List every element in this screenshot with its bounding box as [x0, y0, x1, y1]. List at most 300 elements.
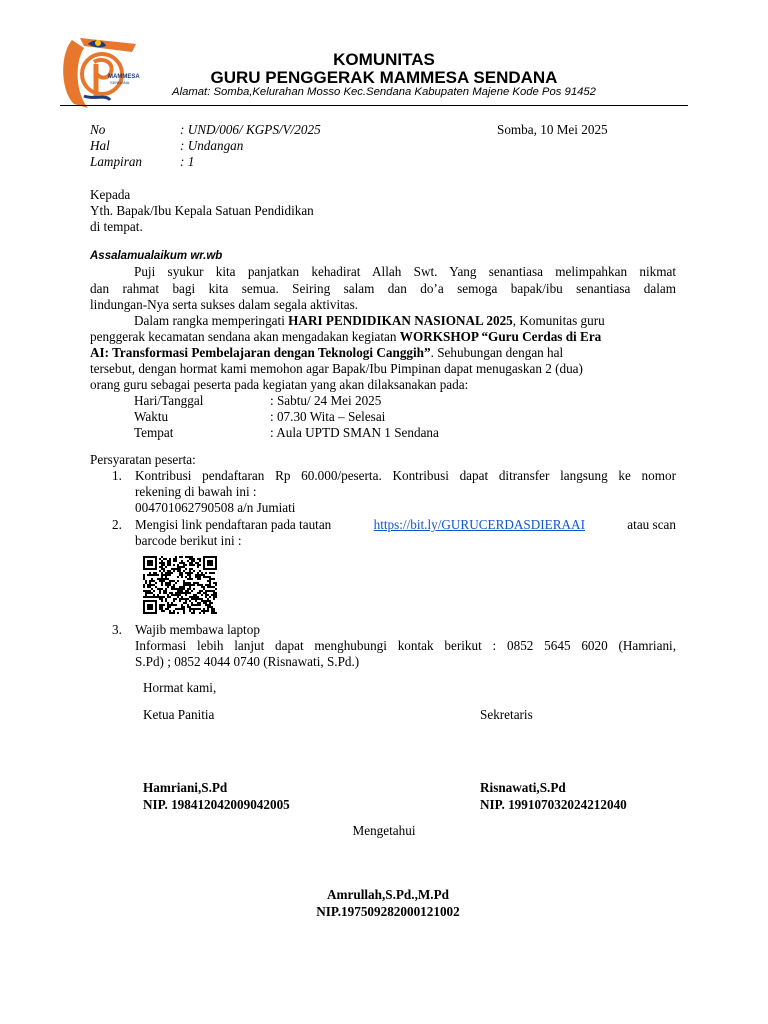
qr-module: [205, 600, 207, 602]
regards: Hormat kami,: [143, 680, 217, 695]
qr-module: [167, 582, 169, 584]
qr-module: [213, 594, 215, 596]
qr-module: [207, 604, 209, 606]
qr-module: [175, 588, 177, 590]
qr-module: [173, 564, 175, 566]
qr-module: [169, 572, 171, 574]
qr-module: [161, 596, 163, 598]
qr-module: [153, 590, 155, 592]
logo-subtext: SENDANA: [110, 80, 130, 85]
qr-module: [201, 574, 203, 576]
qr-module: [211, 602, 213, 604]
qr-finder-core: [147, 604, 153, 610]
p2-line1-c: , Komunitas guru: [512, 313, 605, 328]
qr-module: [175, 608, 177, 610]
req1-line2: rekening di bawah ini :: [135, 484, 257, 499]
qr-module: [207, 580, 209, 582]
qr-module: [177, 568, 179, 570]
qr-module: [173, 568, 175, 570]
qr-module: [183, 610, 185, 612]
qr-module: [187, 590, 189, 592]
qr-module: [185, 594, 187, 596]
qr-module: [215, 588, 217, 590]
qr-module: [159, 570, 161, 572]
qr-module: [183, 592, 185, 594]
qr-module: [151, 588, 153, 590]
qr-module: [175, 556, 177, 558]
qr-module: [165, 588, 167, 590]
qr-module: [179, 568, 181, 570]
req2-line1-b: atau scan: [627, 517, 676, 532]
qr-module: [209, 584, 211, 586]
qr-module: [181, 596, 183, 598]
qr-module: [181, 560, 183, 562]
qr-module: [187, 560, 189, 562]
qr-module: [215, 612, 217, 614]
qr-module: [185, 568, 187, 570]
qr-module: [193, 608, 195, 610]
qr-module: [195, 608, 197, 610]
qr-module: [203, 576, 205, 578]
qr-module: [161, 574, 163, 576]
qr-module: [161, 598, 163, 600]
qr-module: [157, 594, 159, 596]
lampiran-label: Lampiran: [90, 154, 143, 169]
p2-line5: orang guru sebagai peserta pada kegiatan yang akan dilaksanakan pada:: [90, 377, 469, 392]
qr-module: [215, 582, 217, 584]
qr-module: [175, 598, 177, 600]
qr-module: [147, 590, 149, 592]
qr-module: [167, 562, 169, 564]
qr-module: [155, 586, 157, 588]
qr-module: [199, 598, 201, 600]
qr-module: [157, 596, 159, 598]
qr-module: [181, 588, 183, 590]
qr-module: [195, 576, 197, 578]
qr-module: [167, 602, 169, 604]
hal-value: : Undangan: [180, 138, 244, 153]
qr-module: [199, 558, 201, 560]
qr-module: [203, 600, 205, 602]
qr-module: [201, 600, 203, 602]
qr-module: [149, 580, 151, 582]
qr-module: [205, 594, 207, 596]
qr-module: [191, 608, 193, 610]
qr-module: [155, 574, 157, 576]
qr-module: [191, 604, 193, 606]
qr-module: [205, 602, 207, 604]
qr-module: [165, 608, 167, 610]
qr-module: [165, 566, 167, 568]
qr-module: [191, 598, 193, 600]
p1-line3: lindungan-Nya serta sukses dalam segala aktivitas.: [90, 297, 359, 312]
qr-module: [145, 596, 147, 598]
qr-module: [167, 578, 169, 580]
qr-module: [213, 608, 215, 610]
qr-module: [197, 574, 199, 576]
event-value-place: : Aula UPTD SMAN 1 Sendana: [270, 425, 439, 440]
qr-module: [207, 584, 209, 586]
qr-module: [151, 596, 153, 598]
qr-module: [173, 558, 175, 560]
qr-module: [165, 598, 167, 600]
qr-module: [185, 602, 187, 604]
qr-module: [211, 606, 213, 608]
qr-module: [209, 578, 211, 580]
qr-module: [181, 606, 183, 608]
qr-module: [195, 600, 197, 602]
qr-module: [183, 580, 185, 582]
qr-module: [151, 578, 153, 580]
qr-module: [189, 572, 191, 574]
qr-module: [189, 600, 191, 602]
qr-module: [181, 604, 183, 606]
qr-module: [187, 572, 189, 574]
chair-name: Hamriani,S.Pd: [143, 780, 228, 795]
qr-module: [183, 588, 185, 590]
qr-module: [211, 610, 213, 612]
qr-module: [209, 602, 211, 604]
qr-module: [211, 608, 213, 610]
qr-module: [199, 604, 201, 606]
qr-module: [181, 576, 183, 578]
qr-module: [155, 582, 157, 584]
qr-module: [179, 608, 181, 610]
qr-module: [145, 582, 147, 584]
qr-module: [209, 572, 211, 574]
qr-module: [161, 564, 163, 566]
principal-nip: NIP.197509282000121002: [316, 904, 460, 919]
qr-module: [193, 564, 195, 566]
qr-module: [165, 572, 167, 574]
qr-module: [165, 590, 167, 592]
qr-module: [215, 592, 217, 594]
qr-module: [159, 606, 161, 608]
qr-module: [159, 596, 161, 598]
qr-module: [169, 582, 171, 584]
qr-module: [153, 594, 155, 596]
qr-module: [159, 592, 161, 594]
qr-module: [183, 570, 185, 572]
qr-module: [163, 562, 165, 564]
qr-module: [179, 592, 181, 594]
qr-module: [187, 578, 189, 580]
qr-module: [193, 594, 195, 596]
qr-code-image[interactable]: [143, 556, 217, 614]
qr-module: [191, 596, 193, 598]
qr-module: [193, 604, 195, 606]
qr-module: [161, 562, 163, 564]
community-logo: [58, 34, 140, 114]
qr-module: [167, 608, 169, 610]
qr-module: [161, 560, 163, 562]
qr-module: [161, 600, 163, 602]
qr-module: [161, 584, 163, 586]
qr-module: [149, 586, 151, 588]
qr-module: [159, 558, 161, 560]
qr-module: [161, 568, 163, 570]
qr-module: [187, 556, 189, 558]
qr-module: [201, 610, 203, 612]
qr-module: [199, 584, 201, 586]
qr-module: [183, 608, 185, 610]
qr-module: [191, 572, 193, 574]
qr-module: [183, 562, 185, 564]
qr-module: [189, 556, 191, 558]
org-address: Alamat: Somba,Kelurahan Mosso Kec.Sendana Kabupaten Majene Kode Pos 91452: [172, 86, 596, 98]
qr-module: [195, 582, 197, 584]
qr-module: [203, 588, 205, 590]
qr-module: [193, 588, 195, 590]
qr-module: [159, 578, 161, 580]
qr-module: [189, 578, 191, 580]
qr-module: [145, 590, 147, 592]
qr-module: [205, 590, 207, 592]
chair-nip: NIP. 198412042009042005: [143, 797, 290, 812]
qr-module: [179, 572, 181, 574]
qr-module: [177, 566, 179, 568]
qr-module: [177, 590, 179, 592]
qr-module: [195, 596, 197, 598]
qr-module: [195, 594, 197, 596]
qr-module: [197, 582, 199, 584]
qr-module: [209, 586, 211, 588]
qr-module: [169, 560, 171, 562]
qr-module: [151, 580, 153, 582]
qr-module: [195, 604, 197, 606]
qr-module: [181, 590, 183, 592]
qr-module: [171, 612, 173, 614]
qr-module: [169, 604, 171, 606]
qr-module: [173, 586, 175, 588]
qr-module: [213, 590, 215, 592]
p2-line4: tersebut, dengan hormat kami memohon agar Bapak/Ibu Pimpinan dapat menugaskan 2 (dua): [90, 361, 583, 376]
qr-module: [159, 608, 161, 610]
p1-line1: Puji syukur kita panjatkan kehadirat Allah Swt. Yang senantiasa melimpahkan nikmat: [134, 264, 676, 279]
qr-module: [167, 606, 169, 608]
qr-module: [143, 596, 145, 598]
qr-module: [201, 586, 203, 588]
qr-module: [203, 586, 205, 588]
qr-module: [179, 566, 181, 568]
qr-module: [177, 594, 179, 596]
qr-module: [161, 604, 163, 606]
qr-module: [195, 574, 197, 576]
qr-module: [209, 600, 211, 602]
qr-module: [215, 596, 217, 598]
qr-module: [163, 590, 165, 592]
qr-module: [153, 596, 155, 598]
qr-module: [173, 560, 175, 562]
qr-module: [191, 584, 193, 586]
qr-module: [215, 584, 217, 586]
qr-module: [183, 566, 185, 568]
info-line2: S.Pd) ; 0852 4044 0740 (Risnawati, S.Pd.): [135, 654, 360, 669]
secretary-nip: NIP. 199107032024212040: [480, 797, 627, 812]
qr-module: [143, 590, 145, 592]
qr-module: [171, 602, 173, 604]
qr-module: [153, 572, 155, 574]
qr-module: [179, 600, 181, 602]
qr-module: [185, 556, 187, 558]
qr-module: [201, 572, 203, 574]
qr-module: [205, 596, 207, 598]
qr-module: [173, 612, 175, 614]
qr-module: [189, 596, 191, 598]
qr-module: [163, 580, 165, 582]
event-value-time: : 07.30 Wita – Selesai: [270, 409, 386, 424]
qr-module: [199, 608, 201, 610]
qr-module: [195, 598, 197, 600]
qr-module: [195, 562, 197, 564]
qr-module: [159, 566, 161, 568]
req2-number: 2.: [112, 517, 122, 532]
qr-module: [187, 574, 189, 576]
event-label-date: Hari/Tanggal: [134, 393, 204, 408]
qr-module: [207, 590, 209, 592]
qr-module: [143, 586, 145, 588]
qr-module: [157, 578, 159, 580]
qr-module: [187, 582, 189, 584]
qr-module: [173, 584, 175, 586]
qr-module: [177, 570, 179, 572]
qr-module: [199, 612, 201, 614]
req2-line2: barcode berikut ini :: [135, 533, 242, 548]
qr-module: [173, 600, 175, 602]
qr-module: [169, 570, 171, 572]
qr-module: [169, 558, 171, 560]
qr-module: [163, 578, 165, 580]
qr-module: [161, 566, 163, 568]
qr-module: [171, 604, 173, 606]
qr-module: [177, 592, 179, 594]
qr-module: [151, 574, 153, 576]
qr-module: [175, 582, 177, 584]
qr-module: [167, 604, 169, 606]
registration-link[interactable]: https://bit.ly/GURUCERDASDIERAAI: [373, 517, 585, 532]
qr-module: [207, 594, 209, 596]
qr-module: [149, 596, 151, 598]
qr-module: [201, 584, 203, 586]
qr-module: [143, 574, 145, 576]
qr-module: [189, 586, 191, 588]
qr-module: [207, 600, 209, 602]
qr-module: [197, 604, 199, 606]
qr-module: [177, 612, 179, 614]
qr-module: [207, 576, 209, 578]
qr-module: [151, 584, 153, 586]
qr-module: [171, 592, 173, 594]
qr-module: [199, 564, 201, 566]
qr-module: [189, 608, 191, 610]
req1-number: 1.: [112, 468, 122, 483]
qr-module: [193, 584, 195, 586]
qr-module: [193, 558, 195, 560]
p2-line2-a: penggerak kecamatan sendana akan mengadakan kegiatan: [90, 329, 400, 344]
qr-module: [213, 596, 215, 598]
qr-module: [183, 598, 185, 600]
qr-module: [181, 566, 183, 568]
qr-module: [191, 560, 193, 562]
qr-module: [175, 568, 177, 570]
qr-module: [165, 600, 167, 602]
qr-module: [185, 590, 187, 592]
requirements-heading: Persyaratan peserta:: [90, 452, 196, 467]
qr-module: [177, 608, 179, 610]
qr-module: [205, 576, 207, 578]
qr-module: [189, 576, 191, 578]
qr-module: [173, 588, 175, 590]
qr-module: [149, 572, 151, 574]
qr-module: [145, 592, 147, 594]
qr-module: [169, 606, 171, 608]
qr-module: [149, 582, 151, 584]
qr-module: [213, 610, 215, 612]
secretary-name: Risnawati,S.Pd: [480, 780, 566, 795]
qr-module: [173, 610, 175, 612]
qr-module: [211, 578, 213, 580]
qr-module: [189, 610, 191, 612]
qr-module: [191, 562, 193, 564]
qr-module: [189, 558, 191, 560]
qr-module: [167, 560, 169, 562]
qr-module: [161, 580, 163, 582]
qr-module: [179, 556, 181, 558]
qr-module: [171, 586, 173, 588]
qr-module: [151, 592, 153, 594]
qr-finder-core: [147, 560, 153, 566]
qr-module: [209, 580, 211, 582]
qr-module: [197, 566, 199, 568]
p2-line3: [90, 345, 563, 361]
qr-module: [191, 612, 193, 614]
req2-line1: [135, 517, 676, 533]
qr-module: [209, 596, 211, 598]
qr-module: [173, 604, 175, 606]
qr-module: [149, 592, 151, 594]
qr-module: [197, 572, 199, 574]
qr-module: [197, 602, 199, 604]
qr-module: [167, 564, 169, 566]
qr-module: [161, 582, 163, 584]
qr-module: [179, 594, 181, 596]
greeting: Assalamualaikum wr.wb: [90, 250, 223, 262]
qr-module: [189, 588, 191, 590]
qr-module: [149, 574, 151, 576]
chair-title: Ketua Panitia: [143, 707, 215, 722]
req1-line1: Kontribusi pendaftaran Rp 60.000/peserta. Kontribusi dapat ditransfer langsung ke nomor: [135, 468, 676, 483]
letterhead-rule: [60, 105, 688, 106]
qr-module: [199, 576, 201, 578]
qr-module: [199, 574, 201, 576]
qr-module: [147, 586, 149, 588]
qr-module: [213, 582, 215, 584]
qr-module: [203, 608, 205, 610]
qr-module: [187, 592, 189, 594]
qr-module: [153, 580, 155, 582]
qr-module: [213, 592, 215, 594]
qr-module: [209, 576, 211, 578]
qr-module: [181, 556, 183, 558]
qr-module: [193, 570, 195, 572]
qr-module: [199, 590, 201, 592]
qr-module: [165, 576, 167, 578]
qr-module: [213, 612, 215, 614]
no-value: : UND/006/ KGPS/V/2025: [180, 122, 321, 137]
qr-module: [167, 572, 169, 574]
qr-module: [193, 596, 195, 598]
qr-module: [185, 600, 187, 602]
